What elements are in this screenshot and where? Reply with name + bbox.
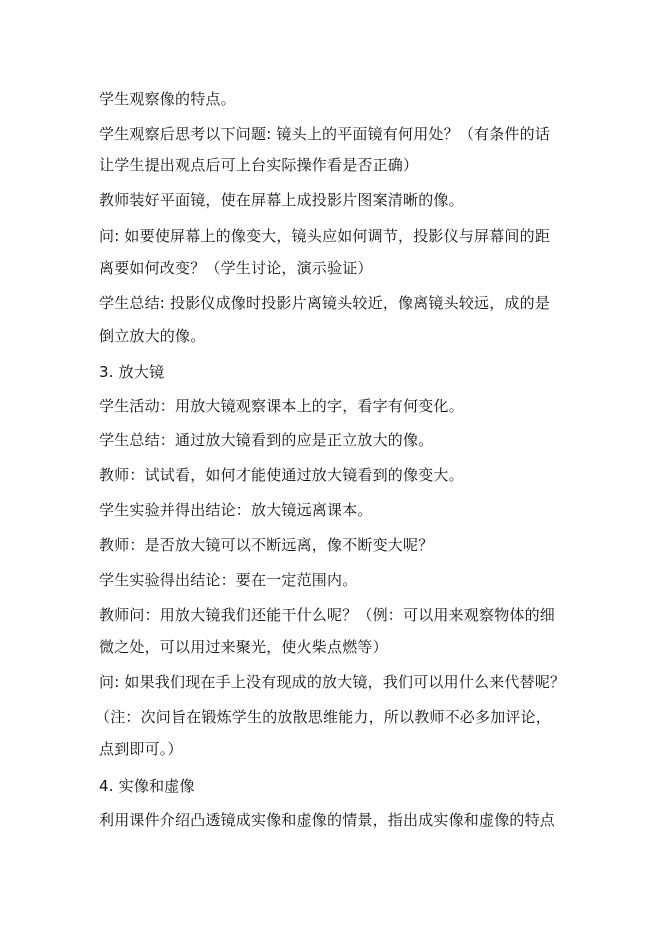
- text-line: （注：次问旨在锻炼学生的放散思维能力，所以教师不必多加评论，: [95, 708, 552, 726]
- text-line: 离要如何改变？（学生讨论，演示验证）: [99, 259, 373, 277]
- text-line: 教师：是否放大镜可以不断远离，像不断变大呢？: [99, 536, 434, 554]
- text-line: 问: 如果我们现在手上没有现成的放大镜，我们可以用什么来代替呢？: [99, 673, 566, 691]
- text-line: 让学生提出观点后可上台实际操作看是否正确）: [99, 156, 419, 174]
- text-line: 学生总结：通过放大镜看到的应是正立放大的像。: [99, 431, 434, 449]
- text-line: 教师：试试看，如何才能使通过放大镜看到的像变大。: [99, 466, 464, 484]
- text-line: 学生实验并得出结论：放大镜远离课本。: [99, 501, 373, 519]
- text-line: 教师问：用放大镜我们还能干什么呢？（例：可以用来观察物体的细: [99, 606, 556, 624]
- text-line: 点到即可。）: [99, 740, 183, 758]
- text-line: 学生观察后思考以下问题: 镜头上的平面镜有何用处？（有条件的话: [99, 125, 551, 143]
- text-line: 问: 如要使屏幕上的像变大，镜头应如何调节，投影仪与屏幕间的距: [99, 227, 551, 245]
- text-line: 教师装好平面镜，使在屏幕上成投影片图案清晰的像。: [99, 191, 464, 209]
- text-line: 学生活动：用放大镜观察课本上的字，看字有何变化。: [99, 397, 464, 415]
- section-heading: 4. 实像和虚像: [99, 777, 195, 795]
- text-line: 倒立放大的像。: [99, 327, 206, 345]
- text-line: 学生总结: 投影仪成像时投影片离镜头较近，像离镜头较远，成的是: [99, 294, 551, 312]
- text-line: 学生实验得出结论：要在一定范围内。: [99, 571, 358, 589]
- text-line: 学生观察像的特点。: [99, 90, 236, 108]
- section-heading: 3. 放大镜: [99, 363, 165, 381]
- text-line: 利用课件介绍凸透镜成实像和虚像的情景，指出成实像和虚像的特点: [99, 811, 556, 829]
- text-line: 微之处，可以用过来聚光，使火柴点燃等）: [99, 638, 388, 656]
